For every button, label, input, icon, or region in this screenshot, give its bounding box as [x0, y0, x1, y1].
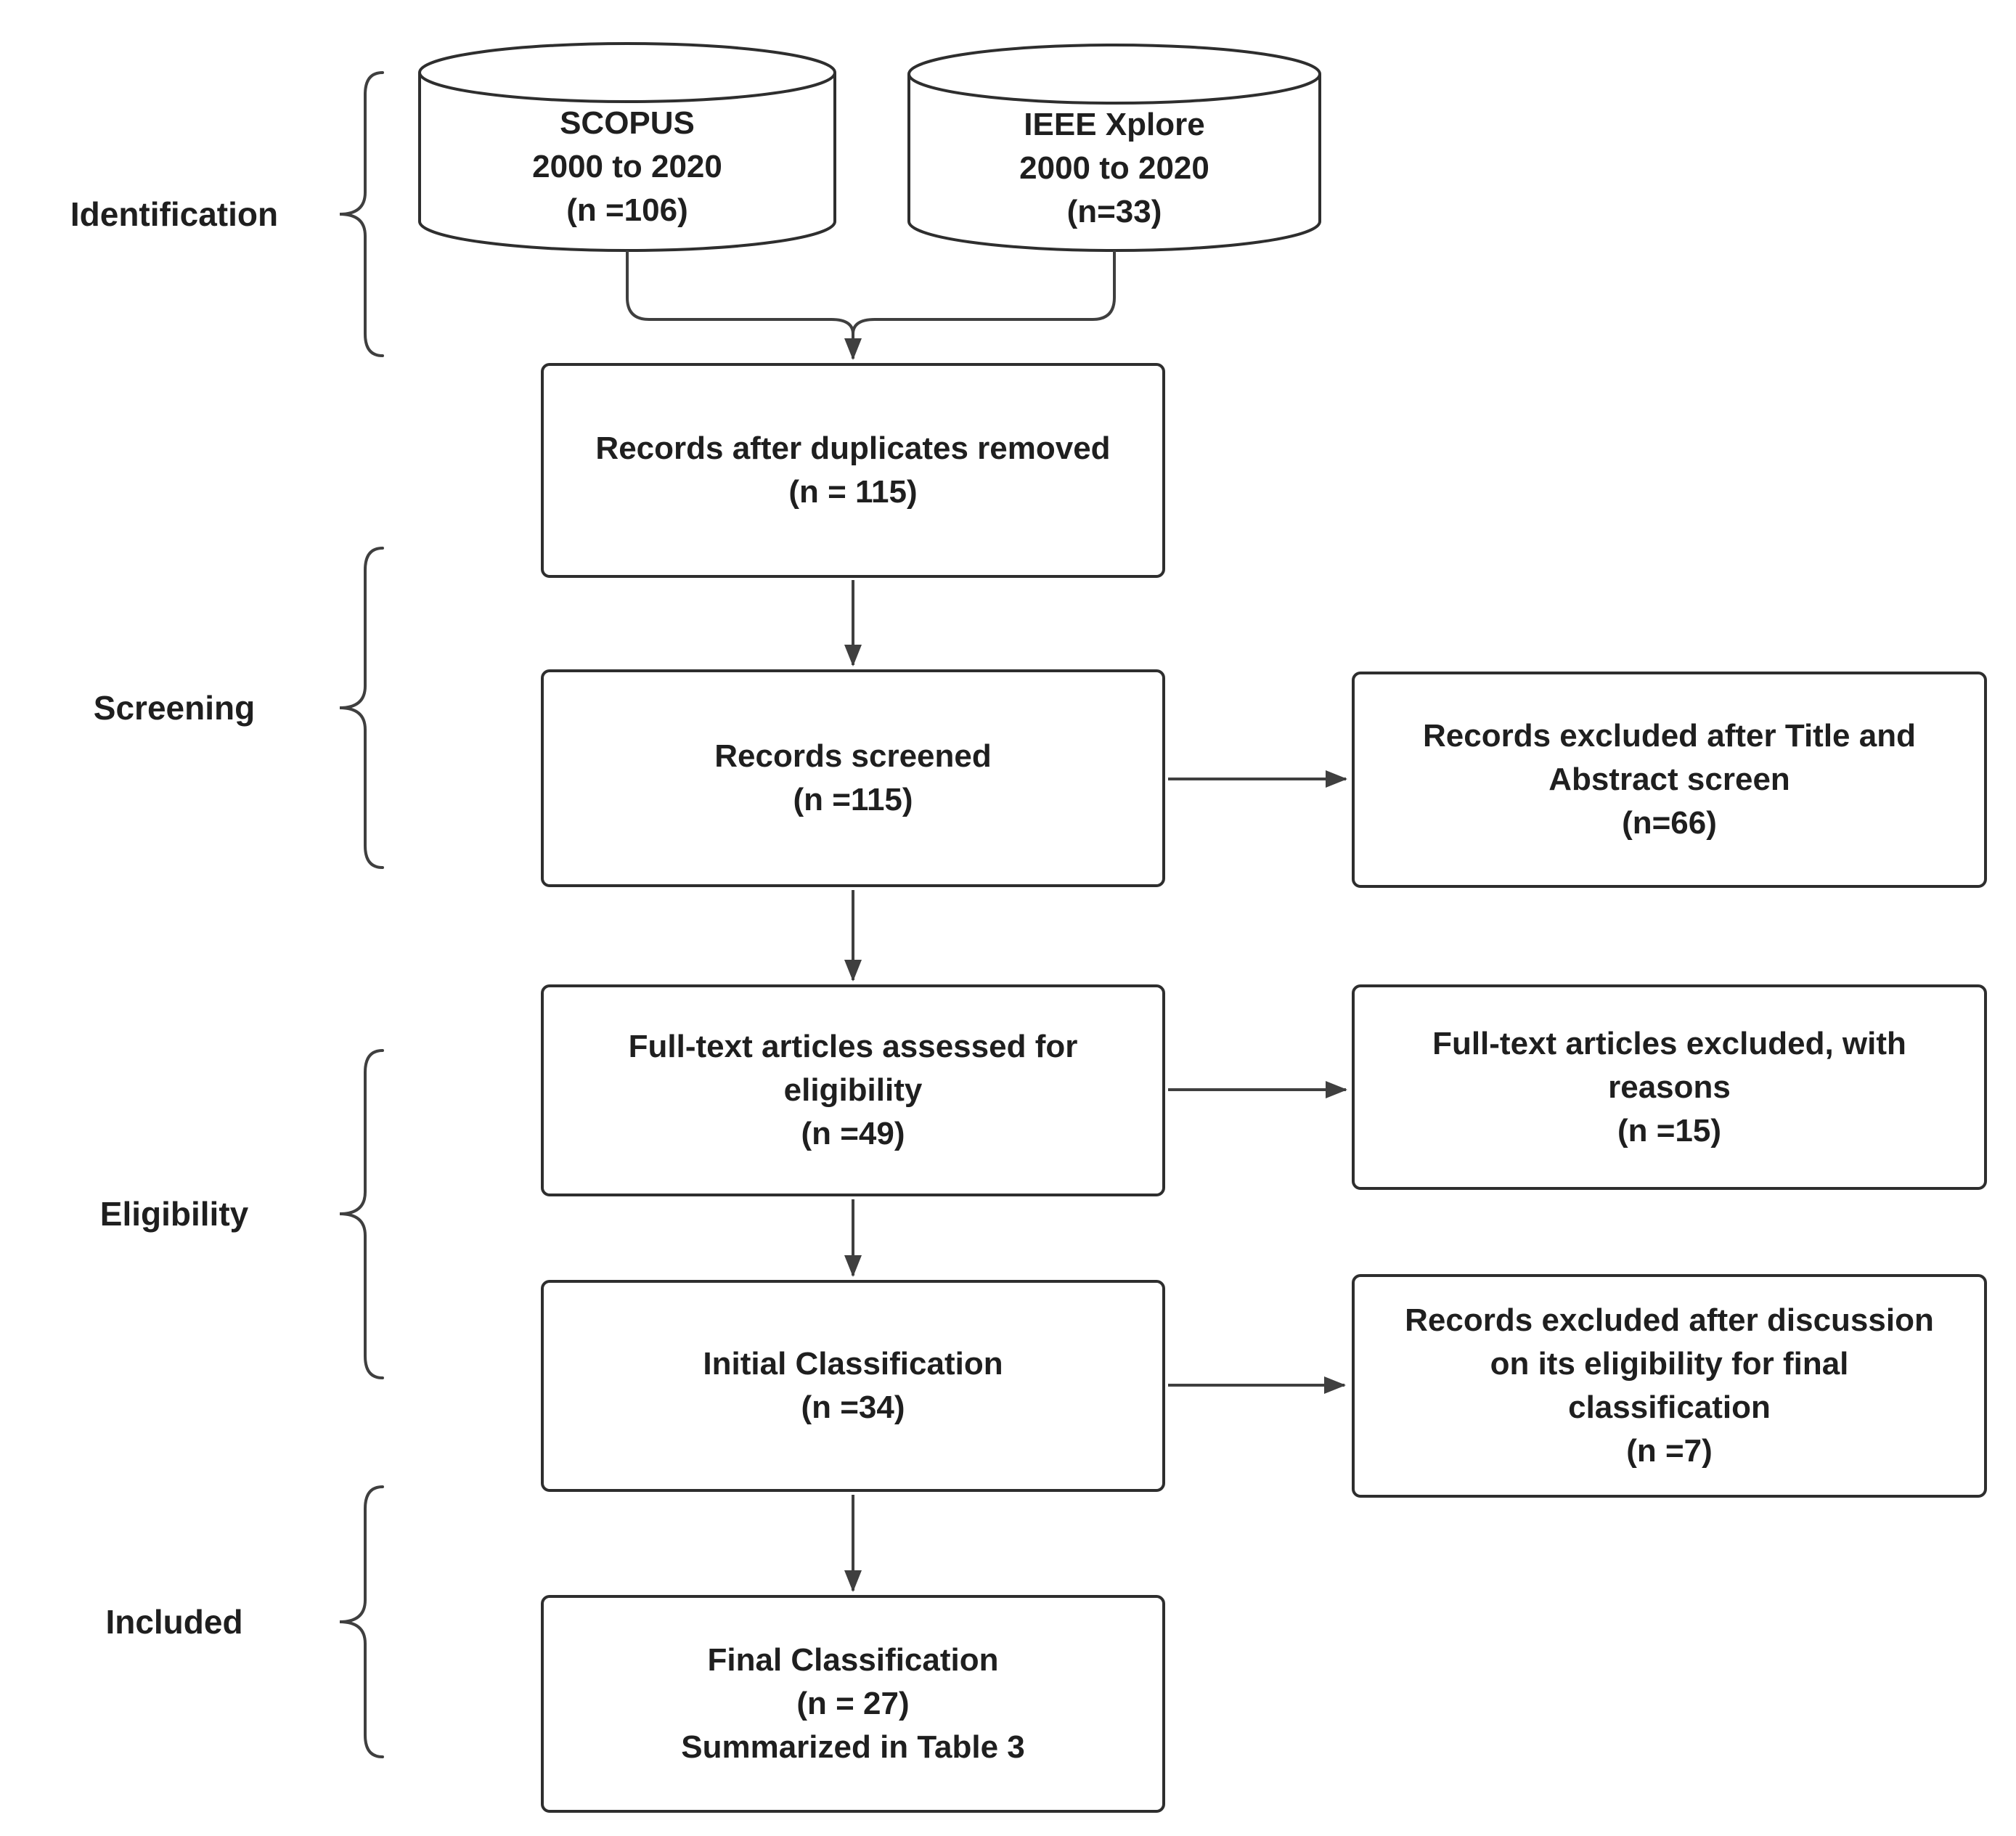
box-count: (n =115) [793, 782, 913, 817]
brace-eligibility [340, 1050, 383, 1378]
box-count: (n =7) [1626, 1433, 1713, 1469]
box-text-line: on its eligibility for final [1490, 1346, 1849, 1382]
stage-label-identification: Identification [70, 195, 279, 233]
exclusion-box-title-abstract [1352, 672, 1987, 888]
flow-box-initial-classification [541, 1280, 1165, 1492]
connector-ieee-merge [853, 250, 1114, 334]
brace-included [340, 1487, 383, 1757]
ieee-cylinder-top [909, 45, 1320, 103]
flow-box-records-screened [541, 669, 1165, 887]
box-text-line: Records excluded after Title and [1423, 718, 1916, 754]
database-count: (n =106) [566, 192, 688, 228]
box-count: (n =15) [1617, 1112, 1722, 1148]
connector-scopus-merge [627, 250, 853, 334]
box-count: (n = 27) [796, 1686, 910, 1721]
database-year-range: 2000 to 2020 [1019, 150, 1209, 186]
flow-box-fulltext-assessed [541, 984, 1165, 1196]
box-text-line: Records excluded after discussion [1405, 1302, 1934, 1338]
box-count: (n =34) [801, 1390, 905, 1425]
database-count: (n=33) [1066, 194, 1162, 229]
box-text-line: Records screened [714, 738, 992, 774]
box-text-line: reasons [1608, 1069, 1731, 1105]
box-text-line: Summarized in Table 3 [681, 1729, 1025, 1765]
box-count: (n =49) [801, 1116, 905, 1151]
flow-box-final-classification [541, 1595, 1165, 1813]
database-name: SCOPUS [560, 105, 695, 141]
brace-screening [340, 548, 383, 868]
scopus-cylinder-top [420, 44, 835, 102]
exclusion-box-fulltext-reasons [1352, 984, 1987, 1190]
database-name: IEEE Xplore [1024, 107, 1205, 142]
box-text-line: Abstract screen [1548, 762, 1790, 797]
box-text-line: Initial Classification [703, 1346, 1003, 1382]
database-ieee-text [909, 103, 1320, 234]
box-text-line: Full-text articles assessed for [628, 1029, 1078, 1064]
database-year-range: 2000 to 2020 [532, 149, 722, 184]
brace-identification [340, 73, 383, 356]
box-text-line: Full-text articles excluded, with [1432, 1025, 1906, 1061]
box-text-line: Records after duplicates removed [595, 431, 1111, 466]
box-text-line: eligibility [783, 1072, 923, 1108]
exclusion-box-discussion [1352, 1274, 1987, 1498]
database-scopus-text [420, 102, 835, 232]
flow-box-duplicates-removed [541, 363, 1165, 578]
box-count: (n = 115) [788, 474, 918, 510]
stage-label-screening: Screening [93, 689, 256, 727]
box-count: (n=66) [1622, 805, 1717, 841]
stage-label-included: Included [105, 1603, 243, 1641]
box-text-line: Final Classification [707, 1642, 999, 1678]
box-text-line: classification [1568, 1390, 1771, 1425]
stage-label-eligibility: Eligibility [99, 1195, 249, 1233]
